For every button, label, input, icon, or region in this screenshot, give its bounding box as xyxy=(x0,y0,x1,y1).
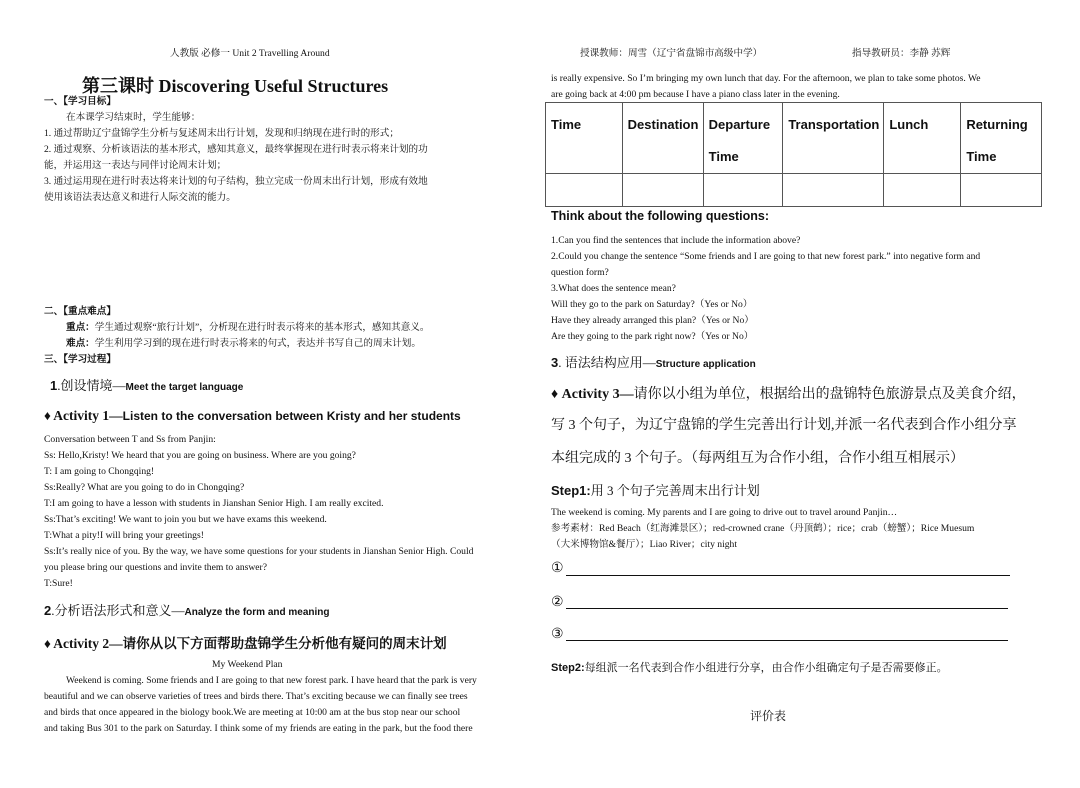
dialogue-line: Ss:It’s really nice of you. By the way, we have some questions for your students in Jianshan Senior High. Could xyxy=(44,546,474,557)
weekend-plan-table xyxy=(545,102,1042,207)
difficult-text: 学生利用学习到的现在进行时表示将来的句式，表达并书写自己的周末计划。 xyxy=(94,338,421,349)
step2-box-text: 每组派一名代表到合作小组进行分享，由合作小组确定句子是否需要修正。 xyxy=(584,662,948,674)
activity2-heading xyxy=(44,632,447,652)
step1-zh: .创设情境— xyxy=(57,378,126,393)
plan-line-continued: are going back at 4:00 pm because I have a piano class later in the evening. xyxy=(551,89,840,100)
key-point xyxy=(66,320,429,336)
dialogue-line: Conversation between T and Ss from Panjin: xyxy=(44,434,216,445)
key-text: 学生通过观察“旅行计划”，分析现在进行时表示将来的基本形式，感知其意义。 xyxy=(94,322,430,333)
question-line: 2.Could you change the sentence “Some friends and I are going to that new forest park.” into negative form and xyxy=(551,251,981,262)
activity1-heading xyxy=(44,408,461,424)
activity2-text: 请你从以下方面帮助盘锦学生分析他有疑问的周末计划 xyxy=(122,636,447,651)
header-guide: 指导教研员：李静 苏辉 xyxy=(852,48,951,59)
diamond-icon: ♦ xyxy=(44,408,51,423)
step1-box-text: 用 3 个句子完善周末出行计划 xyxy=(590,483,760,498)
question-line: 1.Can you find the sentences that include the information above? xyxy=(551,235,801,246)
answer-cell[interactable] xyxy=(546,174,623,207)
objectives-intro: 在本课学习结束时，学生能够： xyxy=(66,112,201,123)
step2-box-label: Step2: xyxy=(551,662,585,674)
plan-line: and taking Bus 301 to the park on Saturday. I think some of my friends are eating in the park, but the food there xyxy=(44,723,473,734)
activity3-label: Activity 3— xyxy=(561,387,634,402)
step2-num: 2 xyxy=(44,603,52,618)
question-line: Will they go to the park on Saturday?（Yes or No） xyxy=(551,299,753,310)
objective-line: 能，并运用这一表达与同伴讨论周末计划； xyxy=(44,160,227,171)
answer-cell[interactable] xyxy=(884,174,961,207)
question-line: question form? xyxy=(551,267,609,278)
step1-box-heading xyxy=(551,480,760,499)
table-header-cell: Time xyxy=(546,103,623,174)
objective-line: 使用该语法表达意义和进行人际交流的能力。 xyxy=(44,192,236,203)
objective-line: 1. 通过帮助辽宁盘锦学生分析与复述周末出行计划，发现和归纳现在进行时的形式； xyxy=(44,128,399,139)
step2-heading xyxy=(44,600,330,619)
dialogue-line: Ss: Hello,Kristy! We heard that you are going on business. Where are you going? xyxy=(44,450,356,461)
process-heading: 三、【学习过程】 xyxy=(44,354,116,365)
question-line: 3.What does the sentence mean? xyxy=(551,283,676,294)
step2-en: Analyze the form and meaning xyxy=(184,607,330,618)
step2-zh: .分析语法形式和意义— xyxy=(51,603,185,618)
table-header-cell: Departure Time xyxy=(703,103,783,174)
activity1-label: Activity 1— xyxy=(53,408,123,423)
objective-line: 2. 通过观察、分析该语法的基本形式，感知其意义，最终掌握现在进行时表示将来计划的功 xyxy=(44,144,428,155)
step3-zh: . 语法结构应用— xyxy=(558,355,656,370)
blank-number: ① xyxy=(551,561,564,576)
dialogue-line: T:I am going to have a lesson with students in Jianshan Senior High. I am really excited. xyxy=(44,498,384,509)
plan-title: My Weekend Plan xyxy=(212,659,283,670)
question-line: Are they going to the park right now?（Yes or No） xyxy=(551,331,754,342)
plan-line-continued: is really expensive. So I’m bringing my own lunch that day. For the afternoon, we plan to take some photos. We xyxy=(551,73,981,84)
objective-line: 3. 通过运用现在进行时表达将来计划的句子结构，独立完成一份周末出行计划，形成有效地 xyxy=(44,176,428,187)
activity3-line: 本组完成的 3 个句子。（每两组互为合作小组，合作小组互相展示） xyxy=(551,451,964,466)
step3-en: Structure application xyxy=(655,359,756,370)
activity2-label: Activity 2— xyxy=(53,636,123,651)
materials-line: 参考素材：Red Beach（红海滩景区）；red-crowned crane（丹顶鹤）；rice；crab（螃蟹）；Rice Muesum xyxy=(551,523,975,534)
keypoints-heading: 二、【重点难点】 xyxy=(44,306,116,317)
difficult-label: 难点： xyxy=(66,338,95,349)
objectives-heading: 一、【学习目标】 xyxy=(44,96,116,107)
think-heading: Think about the following questions: xyxy=(551,209,770,223)
activity3-heading xyxy=(551,383,1026,403)
dialogue-line: Ss:Really? What are you going to do in Chongqing? xyxy=(44,482,245,493)
answer-cell[interactable] xyxy=(783,174,884,207)
blank-number: ② xyxy=(551,595,564,610)
dialogue-line: T:What a pity!I will bring your greetings! xyxy=(44,530,204,541)
header-left: 人教版 必修一 Unit 2 Travelling Around xyxy=(170,48,330,59)
materials-line: （大米博物馆&餐厅）；Liao River；city night xyxy=(551,539,737,550)
activity3-line: 请你以小组为单位，根据给出的盘锦特色旅游景点及美食介绍， xyxy=(633,387,1026,402)
question-line: Have they already arranged this plan?（Yes or No） xyxy=(551,315,754,326)
table-header-cell: Returning Time xyxy=(961,103,1042,174)
step1-en: Meet the target language xyxy=(125,382,244,393)
diamond-icon: ♦ xyxy=(44,636,51,651)
step2-box xyxy=(551,659,948,675)
table-answer-row xyxy=(546,174,1042,207)
key-label: 重点： xyxy=(66,322,95,333)
dialogue-line: Ss:That’s exciting! We want to join you but we have exams this weekend. xyxy=(44,514,327,525)
answer-cell[interactable] xyxy=(703,174,783,207)
plan-line: and birds that once appeared in the biology book.We are meeting at 10:00 am at the bus stop near our school xyxy=(44,707,461,718)
step1-intro: The weekend is coming. My parents and I are going to drive out to travel around Panjin… xyxy=(551,507,898,518)
difficult-point xyxy=(66,336,421,352)
evaluation-title: 评价表 xyxy=(750,709,787,723)
dialogue-line: you please bring our questions and invite them to answer? xyxy=(44,562,268,573)
step3-num: 3 xyxy=(551,355,559,370)
dialogue-line: T:Sure! xyxy=(44,578,73,589)
answer-blank[interactable] xyxy=(566,640,1008,641)
activity1-text: Listen to the conversation between Kristy and her students xyxy=(122,409,461,423)
answer-blank[interactable] xyxy=(566,575,1010,576)
dialogue-line: T: I am going to Chongqing! xyxy=(44,466,155,477)
step1-heading xyxy=(50,375,243,394)
table-header-cell: Transportation xyxy=(783,103,884,174)
plan-line: Weekend is coming. Some friends and I are going to that new forest park. I have heard that the park is very xyxy=(66,675,477,686)
step1-num: 1 xyxy=(50,378,58,393)
answer-cell[interactable] xyxy=(622,174,703,207)
table-header-cell: Destination xyxy=(622,103,703,174)
table-header-cell: Lunch xyxy=(884,103,961,174)
lesson-title: 第三课时 Discovering Useful Structures xyxy=(82,76,389,96)
answer-cell[interactable] xyxy=(961,174,1042,207)
step1-box-label: Step1: xyxy=(551,483,591,498)
table-header-row xyxy=(546,103,1042,174)
activity3-line: 写 3 个句子，为辽宁盘锦的学生完善出行计划,并派一名代表到合作小组分享 xyxy=(551,418,1017,433)
header-teacher: 授课教师：周雪（辽宁省盘锦市高级中学） xyxy=(580,48,763,59)
step3-heading xyxy=(551,352,756,371)
answer-blank[interactable] xyxy=(566,608,1008,609)
diamond-icon: ♦ xyxy=(551,387,559,402)
blank-number: ③ xyxy=(551,627,564,642)
plan-line: beautiful and we can observe varieties of trees and birds there. That’s exciting because we can finally see trees xyxy=(44,691,468,702)
